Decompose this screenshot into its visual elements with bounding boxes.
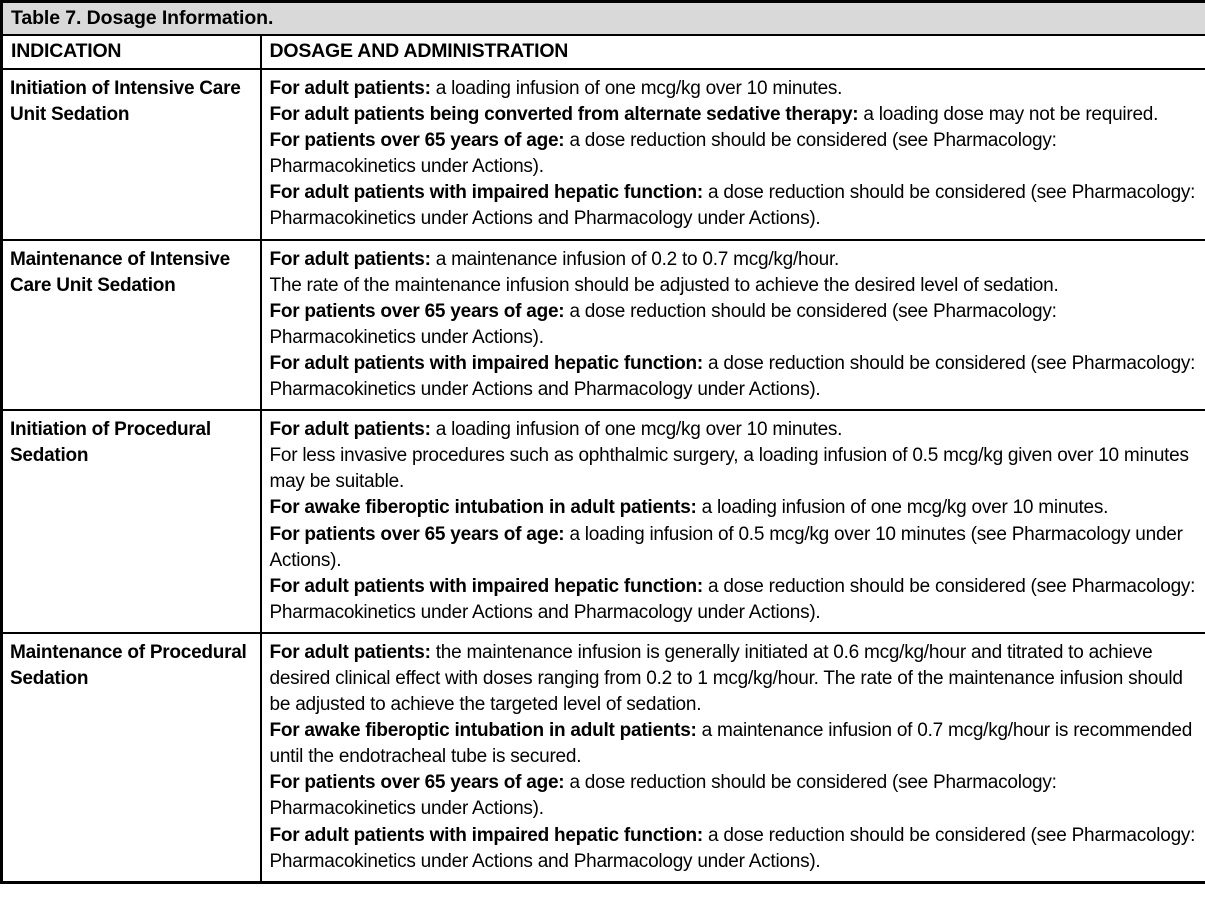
table-row [2,240,1205,411]
dosage-paragraph [270,718,1198,770]
table-body [2,2,1205,883]
dosage-paragraph-text: a dose reduction should be considered (see Pharmacology: Pharmacokinetics under Actions). [269,130,1057,178]
dosage-paragraph [270,443,1198,495]
dosage-paragraph [270,522,1198,574]
dosage-paragraph [270,299,1198,351]
dosage-paragraph-text: For less invasive procedures such as ophthalmic surgery, a loading infusion of 0.5 mcg/kg given over 10 minutes may be suitable. [269,445,1189,493]
dosage-paragraph-text: a dose reduction should be considered (see Pharmacology: Pharmacokinetics under Actions and Pharmacology under Actions). [269,182,1196,230]
indication-label: Maintenance of Intensive Care Unit Sedation [10,248,230,296]
dosage-paragraph [270,102,1198,128]
indication-label: Initiation of Intensive Care Unit Sedation [10,78,241,125]
dosage-cell [261,633,1205,882]
dosage-paragraph-text: The rate of the maintenance infusion should be adjusted to achieve the desired level of sedation. [269,274,1059,296]
dosage-paragraph [270,273,1198,299]
dosage-paragraph-text: a dose reduction should be considered (see Pharmacology: Pharmacokinetics under Actions and Pharmacology under Actions). [269,575,1196,623]
dosage-paragraph [270,574,1198,626]
dosage-paragraph-lead: For patients over 65 years of age: [269,300,565,322]
dosage-paragraph-lead: For adult patients: [269,419,431,441]
dosage-paragraph-lead: For patients over 65 years of age: [269,772,565,794]
dosage-paragraph-lead: For adult patients: [269,78,431,99]
dosage-paragraph-lead: For awake fiberoptic intubation in adult patients: [269,720,697,742]
dosage-paragraph [270,640,1198,718]
dosage-paragraph [270,770,1198,822]
indication-cell [2,240,261,411]
dosage-paragraph-lead: For adult patients with impaired hepatic function: [269,182,703,204]
dosage-paragraphs [270,640,1198,875]
dosage-paragraph-lead: For adult patients: [269,248,431,270]
dosage-paragraph-text: a dose reduction should be considered (see Pharmacology: Pharmacokinetics under Actions and Pharmacology under Actions). [269,824,1196,872]
table-header-row [2,35,1205,69]
dosage-paragraph-lead: For adult patients: [269,641,431,663]
table-caption-row [2,2,1205,36]
dosage-paragraph [270,128,1198,180]
dosage-paragraph [270,351,1198,403]
column-header-indication [2,35,261,69]
table-caption-cell [2,2,1205,36]
column-header-dosage-and-administration [261,35,1205,69]
indication-cell [2,410,261,633]
dosage-paragraph-lead: For adult patients being converted from alternate sedative therapy: [269,104,859,126]
dosage-paragraph-lead: For adult patients with impaired hepatic function: [269,352,703,374]
dosage-paragraph [270,417,1198,443]
dosage-paragraph-text: a dose reduction should be considered (see Pharmacology: Pharmacokinetics under Actions). [269,300,1057,348]
dosage-paragraph-lead: For awake fiberoptic intubation in adult patients: [269,497,697,519]
dosage-paragraph-text: a loading infusion of one mcg/kg over 10 minutes. [696,497,1109,519]
dosage-cell [261,410,1205,633]
indication-cell [2,69,261,240]
dosage-paragraph [270,180,1198,232]
dosage-paragraphs [270,247,1198,404]
dosage-paragraphs [270,417,1198,626]
dosage-paragraph-lead: For adult patients with impaired hepatic function: [269,824,703,846]
dosage-paragraph [270,823,1198,875]
dosage-paragraph-text: a loading infusion of one mcg/kg over 10 minutes. [430,78,843,99]
table-caption-text: Table 7. Dosage Information. [11,7,274,29]
indication-cell [2,633,261,882]
dosage-paragraph-lead: For patients over 65 years of age: [269,130,565,152]
dosage-paragraph-text: a dose reduction should be considered (see Pharmacology: Pharmacokinetics under Actions). [269,772,1057,820]
dosage-paragraph-text: a loading dose may not be required. [858,104,1159,126]
dosage-paragraph-text: a maintenance infusion of 0.2 to 0.7 mcg/kg/hour. [430,248,840,270]
dosage-paragraph-lead: For adult patients with impaired hepatic function: [269,575,703,597]
dosage-paragraph-text: a loading infusion of one mcg/kg over 10 minutes. [430,419,843,441]
dosage-paragraph-text: a maintenance infusion of 0.7 mcg/kg/hour is recommended until the endotracheal tube is secured. [269,720,1193,768]
dosage-paragraph-text: a dose reduction should be considered (see Pharmacology: Pharmacokinetics under Actions and Pharmacology under Actions). [269,352,1196,401]
dosage-paragraph-text: the maintenance infusion is generally initiated at 0.6 mcg/kg/hour and titrated to achieve desired clinical effect with doses ranging from 0.2 to 1 mcg/kg/hour. The rate of the maintenance infusion should be adjusted to achieve the targeted level of sedation. [269,641,1183,716]
table-row [2,633,1205,882]
column-header-dosage-label: DOSAGE AND ADMINISTRATION [269,40,569,62]
indication-label: Initiation of Procedural Sedation [10,419,211,467]
column-header-indication-label: INDICATION [11,40,122,62]
dosage-cell [261,240,1205,411]
table-row [2,69,1205,240]
dosage-paragraph [270,247,1198,273]
dosage-paragraph [270,495,1198,521]
dosage-paragraph [270,76,1198,102]
dosage-paragraphs [270,76,1198,233]
dosage-paragraph-text: a loading infusion of 0.5 mcg/kg over 10 minutes (see Pharmacology under Actions). [269,523,1183,571]
dosage-paragraph-lead: For patients over 65 years of age: [269,523,565,545]
table-row [2,410,1205,633]
dosage-cell [261,69,1205,240]
indication-label: Maintenance of Procedural Sedation [10,641,247,689]
